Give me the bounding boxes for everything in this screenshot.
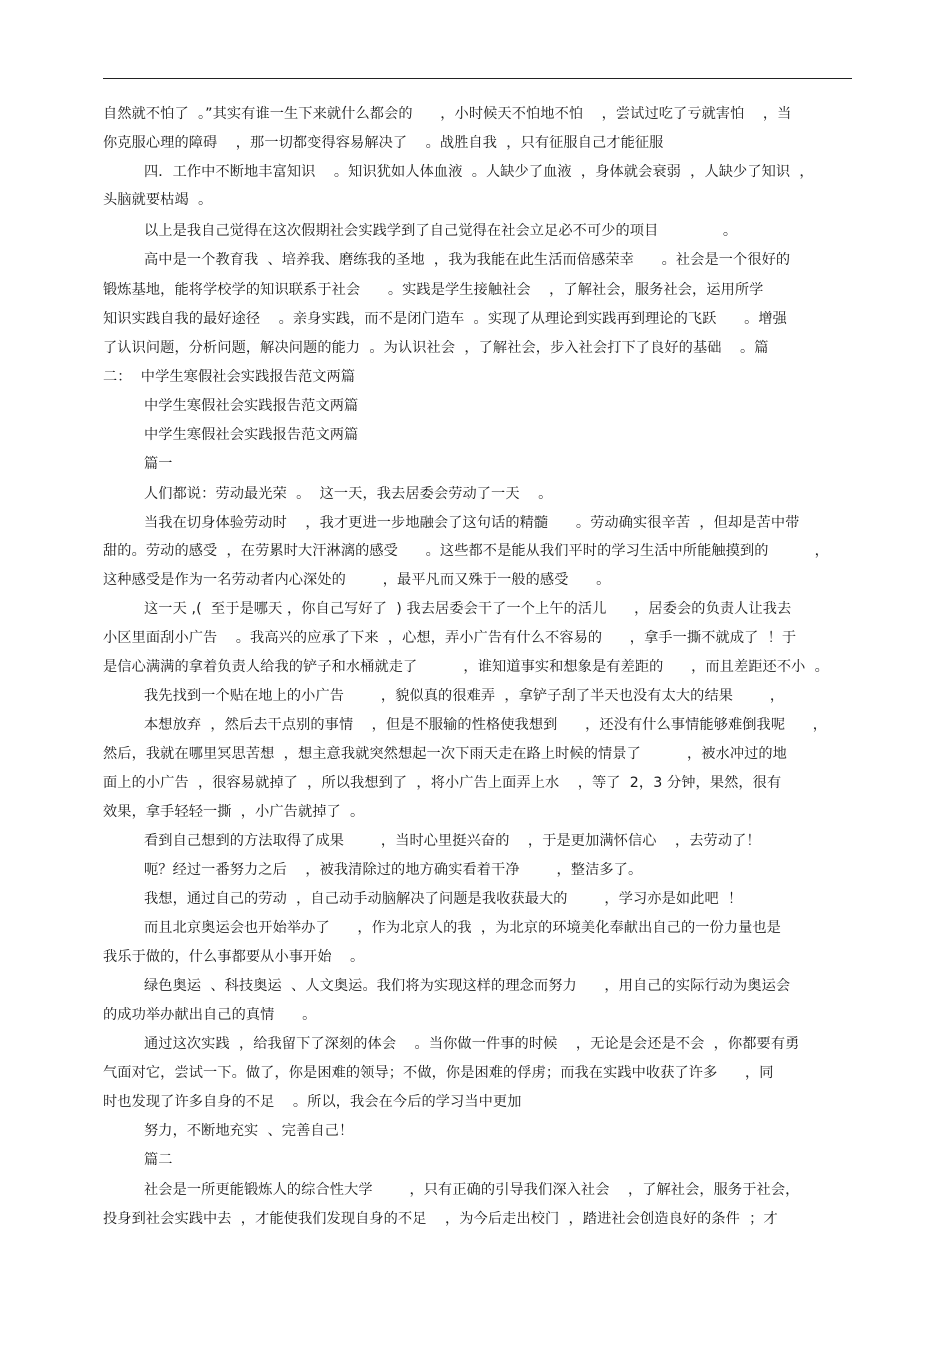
text-line: 气面对它，尝试一下。做了，你是困难的领导；不做，你是困难的俘虏；而我在实践中收获了许多 ，同 xyxy=(103,1065,774,1081)
text-line: 然后，我就在哪里冥思苦想 ，想主意我就突然想起一次下雨天走在路上时候的情景了 ，被水冲过的地 xyxy=(103,746,787,762)
text-line: 投身到社会实践中去 ，才能使我们发现自身的不足 ，为今后走出校门 ，踏进社会创造良好的条件 ；才 xyxy=(103,1211,778,1227)
text-line: 以上是我自己觉得在这次假期社会实践学到了自己觉得在社会立足必不可少的项目 。 xyxy=(144,223,738,239)
text-line: 我想，通过自己的劳动 ，自己动手动脑解决了问题是我收获最大的 ，学习亦是如此吧 ！ xyxy=(144,891,743,907)
text-line: 自然就不怕了 。”其实有谁一生下来就什么都会的 ，小时候天不怕地不怕 ，尝试过吃了亏就害怕 ，当 xyxy=(103,106,792,122)
text-line: 我乐于做的，什么事都要从小事开始 。 xyxy=(103,949,365,965)
text-line: 我先找到一个贴在地上的小广告 ，貌似真的很难弄 ，拿铲子刮了半天也没有太大的结果 ， xyxy=(144,688,785,704)
section-heading: 篇二 xyxy=(144,1152,173,1168)
text-line: 本想放弃 ，然后去干点别的事情 ，但是不服输的性格使我想到 ，还没有什么事情能够难倒我呢 ， xyxy=(144,717,828,733)
text-line: 你克服心理的障碍 ，那一切都变得容易解决了 。战胜自我 ，只有征服自己才能征服 xyxy=(103,135,664,151)
text-line: 社会是一所更能锻炼人的综合性大学 ，只有正确的引导我们深入社会 ，了解社会，服务于社会， xyxy=(144,1182,800,1198)
text-line: 这种感受是作为一名劳动者内心深处的 ，最平凡而又殊于一般的感受 。 xyxy=(103,572,611,588)
text-line: 知识实践自我的最好途径 。亲身实践，而不是闭门造车 。实现了从理论到实践再到理论的飞跃 。增强 xyxy=(103,311,787,327)
text-line: 头脑就要枯竭 。 xyxy=(103,192,213,208)
text-line: 这一天 ,( 至于是哪天 ，你自己写好了 ) 我去居委会干了一个上午的活儿 ，居委会的负责人让我去 xyxy=(144,601,792,617)
text-line: 四．工作中不断地丰富知识 。知识犹如人体血液 。人缺少了血液 ，身体就会衰弱 ，人缺少了知识 ， xyxy=(144,164,814,180)
text-line: 甜的。劳动的感受 ，在劳累时大汗淋漓的感受 。这些都不是能从我们平时的学习生活中所能触摸到的 ， xyxy=(103,543,829,559)
text-line: 效果，拿手轻轻一撕 ，小广告就掉了 。 xyxy=(103,804,365,820)
text-line: 努力，不断地充实 、完善自己！ xyxy=(144,1123,354,1139)
text-line: 绿色奥运 、科技奥运 、人文奥运。我们将为实现这样的理念而努力 ，用自己的实际行动为奥运会 xyxy=(144,978,791,994)
text-line: 小区里面刮小广告 。我高兴的应承了下来 ，心想，弄小广告有什么不容易的 ，拿手一撕不就成了 ！于 xyxy=(103,630,797,646)
text-line: 面上的小广告 ，很容易就掉了 ，所以我想到了 ，将小广告上面弄上水 ，等了 2，3 分钟，果然，很有 xyxy=(103,775,782,791)
text-line: 二： 中学生寒假社会实践报告范文两篇 xyxy=(103,369,356,385)
header-rule xyxy=(103,78,852,79)
text-line: 看到自己想到的方法取得了成果 ，当时心里挺兴奋的 ，于是更加满怀信心 ，去劳动了！ xyxy=(144,833,761,849)
text-line: 呃？经过一番努力之后 ，被我清除过的地方确实看着干净 ，整洁多了。 xyxy=(144,862,643,878)
text-line: 的成功举办献出自己的真情 。 xyxy=(103,1007,317,1023)
text-line: 高中是一个教育我 、培养我、磨练我的圣地 ，我为我能在此生活而倍感荣幸 。社会是一个很好的 xyxy=(144,252,791,268)
text-line: 当我在切身体验劳动时 ，我才更进一步地融会了这句话的精髓 。劳动确实很辛苦 ，但却是苦中带 xyxy=(144,515,800,531)
text-line: 是信心满满的拿着负责人给我的铲子和水桶就走了 ，谁知道事实和想象是有差距的 ，而且差距还不小 。 xyxy=(103,659,829,675)
text-line: 而且北京奥运会也开始举办了 ，作为北京人的我 ，为北京的环境美化奉献出自己的一份力量也是 xyxy=(144,920,781,936)
text-line: 了认识问题，分析问题，解决问题的能力 。为认识社会 ，了解社会，步入社会打下了良好的基础 。篇 xyxy=(103,340,769,356)
text-line: 人们都说：劳动最光荣 。 这一天，我去居委会劳动了一天 。 xyxy=(144,486,553,502)
text-line: 中学生寒假社会实践报告范文两篇 xyxy=(144,427,359,443)
text-line: 锻炼基地，能将学校学的知识联系于社会 。实践是学生接触社会 ，了解社会，服务社会，运用所学 xyxy=(103,282,764,298)
text-line: 通过这次实践 ，给我留下了深刻的体会 。当你做一件事的时候 ，无论是会还是不会 ，你都要有勇 xyxy=(144,1036,800,1052)
text-line: 中学生寒假社会实践报告范文两篇 xyxy=(144,398,359,414)
section-heading: 篇一 xyxy=(144,456,173,472)
text-line: 时也发现了许多自身的不足 。所以，我会在今后的学习当中更加 xyxy=(103,1094,522,1110)
